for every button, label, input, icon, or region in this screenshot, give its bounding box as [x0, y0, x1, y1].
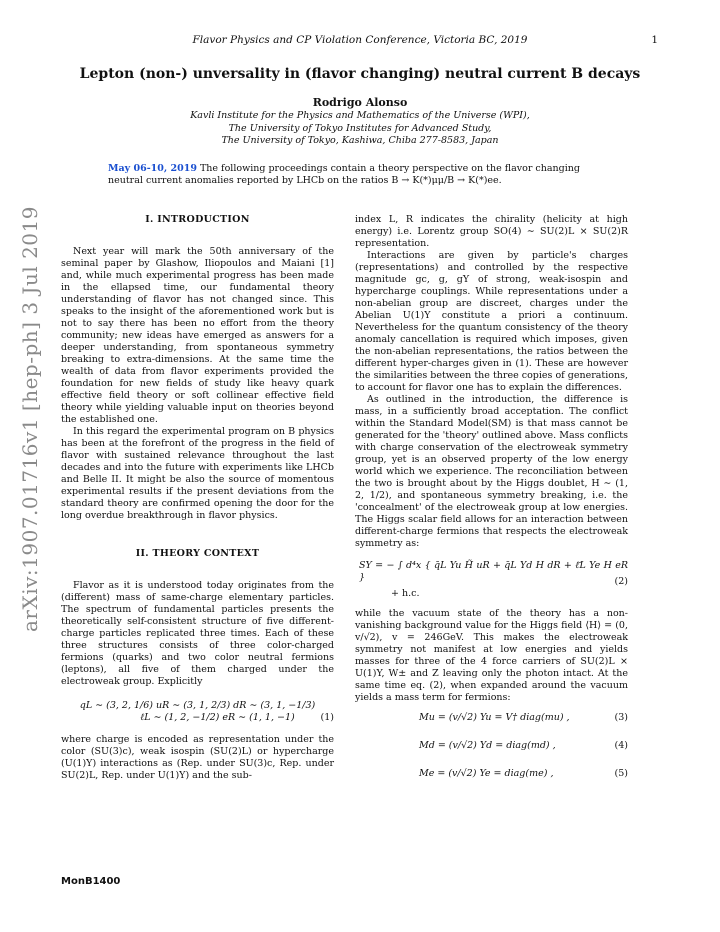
equation-line: qL ∼ (3, 2, 1/6) uR ∼ (3, 1, 2/3) dR ∼ (3, 1, −1/3): [79, 700, 316, 711]
paragraph: Interactions are given by particle's charges (representations) and controlled by the respective magnitude gc, g, gY of strong, weak-isospin and hypercharge couplings. While representations under a non-abelian group are discreet, charges under the Abelian U(1)Y constitute a priori a continuum. Nevertheless for the quantum consistency of the theory anomaly cancellation is required which imposes, given the non-abelian representations, the ratios between the different hyper-charges given in (1). These are however the similarities between the three copies of generations, to account for flavor one has to explain the differences.: [355, 250, 628, 393]
equation-line: + h.c.: [391, 588, 420, 599]
abstract-text: The following proceedings contain a theory perspective on the flavor changing: [196, 163, 580, 174]
equation-3: [355, 712, 628, 732]
author-name: Rodrigo Alonso: [312, 96, 408, 109]
equation-line: Mu = (v/√2) Yu = V† diag(mu) ,: [419, 712, 570, 723]
equation-1: [61, 700, 334, 724]
running-header: Flavor Physics and CP Violation Conference, Victoria BC, 2019: [192, 34, 528, 46]
equation-2: [355, 560, 628, 600]
paragraph: Flavor as it is understood today originates from the (different) mass of same-charge elementary particles. The spectrum of fundamental particles presents the theoretically self-consistent structure of five different-charge particles replicated three times. Each of these three structures consists of three color-charged fermions (quarks) and two color neutral fermions (leptons), all five of them charged under the electroweak group. Explicitly: [61, 580, 334, 687]
equation-5: [355, 768, 628, 788]
affiliation-line: The University of Tokyo Institutes for Advanced Study,: [228, 122, 492, 134]
paragraph: In this regard the experimental program on B physics has been at the forefront of the progress in the field of flavor with sustained relevance throughout the last decades and into the future with experiments like LHCb and Belle II. It might be also the source of momentous experimental results if the present deviations from the standard theory are confirmed opening the door for the long overdue breakthrough in flavor physics.: [61, 426, 334, 521]
equation-line: SY = − ∫ d⁴x { q̄L Yu H̃ uR + q̄L Yd H dR + ℓ̄L Ye H eR }: [359, 560, 628, 583]
footer-label: MonB1400: [61, 876, 121, 887]
equation-line: Md = (v/√2) Yd = diag(md) ,: [419, 740, 556, 751]
equation-number: (1): [320, 712, 334, 723]
paragraph: where charge is encoded as representation under the color (SU(3)c), weak isospin (SU(2)L) or hypercharge (U(1)Y) interactions as (Rep. under SU(3)c, Rep. under SU(2)L, Rep. under U(1)Y) and the sub-: [61, 734, 334, 781]
equation-4: [355, 740, 628, 760]
abstract: [108, 163, 613, 187]
arxiv-identifier: arXiv:1907.01716v1 [hep-ph] 3 Jul 2019: [18, 206, 42, 632]
equation-number: (4): [614, 740, 628, 751]
affiliation-line: Kavli Institute for the Physics and Mathematics of the Universe (WPI),: [190, 110, 530, 121]
conference-date: May 06-10, 2019: [108, 163, 197, 174]
section-heading: II. THEORY CONTEXT: [135, 548, 260, 559]
affiliation: [0, 110, 720, 148]
paragraph: Next year will mark the 50th anniversary of the seminal paper by Glashow, Iliopoulos and Maiani [1] and, while much experimental progress has been made in the ellapsed time, our fundamental theory understanding of flavor has not changed since. This speaks to the insight of the aforementioned work but is not to say there has been no effort from the theory community; new ideas have emerged as answers for a deeper understanding, from spontaneous symmetry breaking to extra-dimensions. At the same time the wealth of data from flavor experiments provided the foundation for new fields of study like heavy quark effective field theory or soft collinear effective field theory while yielding valuable input on theories beyond the established one.: [61, 246, 334, 425]
left-column: [61, 214, 334, 782]
equation-line: ℓL ∼ (1, 2, −1/2) eR ∼ (1, 1, −1): [140, 712, 295, 723]
equation-line: Me = (v/√2) Ye = diag(me) ,: [419, 768, 554, 779]
paragraph: index L, R indicates the chirality (helicity at high energy) i.e. Lorentz group SO(4) ∼ SU(2)L × SU(2)R representation.: [355, 214, 628, 249]
equation-number: (5): [614, 768, 628, 779]
equation-number: (2): [614, 576, 628, 587]
paper-title: Lepton (non-) unversality in (flavor changing) neutral current B decays: [79, 66, 641, 82]
affiliation-line: The University of Tokyo, Kashiwa, Chiba 277-8583, Japan: [221, 135, 499, 146]
page-number: 1: [651, 34, 658, 46]
paragraph: while the vacuum state of the theory has a non-vanishing background value for the Higgs field ⟨H⟩ = (0, v/√2), v = 246GeV. This makes the electroweak symmetry not manifest at low energies and yields masses for three of the 4 force carriers of SU(2)L × U(1)Y, W± and Z leaving only the photon intact. At the same time eq. (2), when expanded around the vacuum yields a mass term for fermions:: [355, 608, 628, 703]
paragraph: As outlined in the introduction, the difference is mass, in a sufficiently broad acceptation. The conflict within the Standard Model(SM) is that mass cannot be generated for the 'theory' outlined above. Mass conflicts with charge conservation of the electroweak symmetry group, yet is an observed property of the low energy world which we experience. The reconciliation between the two is brought about by the Higgs doublet, H ∼ (1, 2, 1/2), and spontaneous symmetry breaking, i.e. the 'concealment' of the electroweak group at low energies. The Higgs scalar field allows for an interaction between different-charge fermions that respects the electroweak symmetry as:: [355, 394, 628, 549]
abstract-text: neutral current anomalies reported by LHCb on the ratios B → K(*)μμ/B → K(*)ee.: [108, 175, 502, 186]
section-heading: I. INTRODUCTION: [145, 214, 250, 225]
right-column: [355, 214, 628, 788]
equation-number: (3): [614, 712, 628, 723]
